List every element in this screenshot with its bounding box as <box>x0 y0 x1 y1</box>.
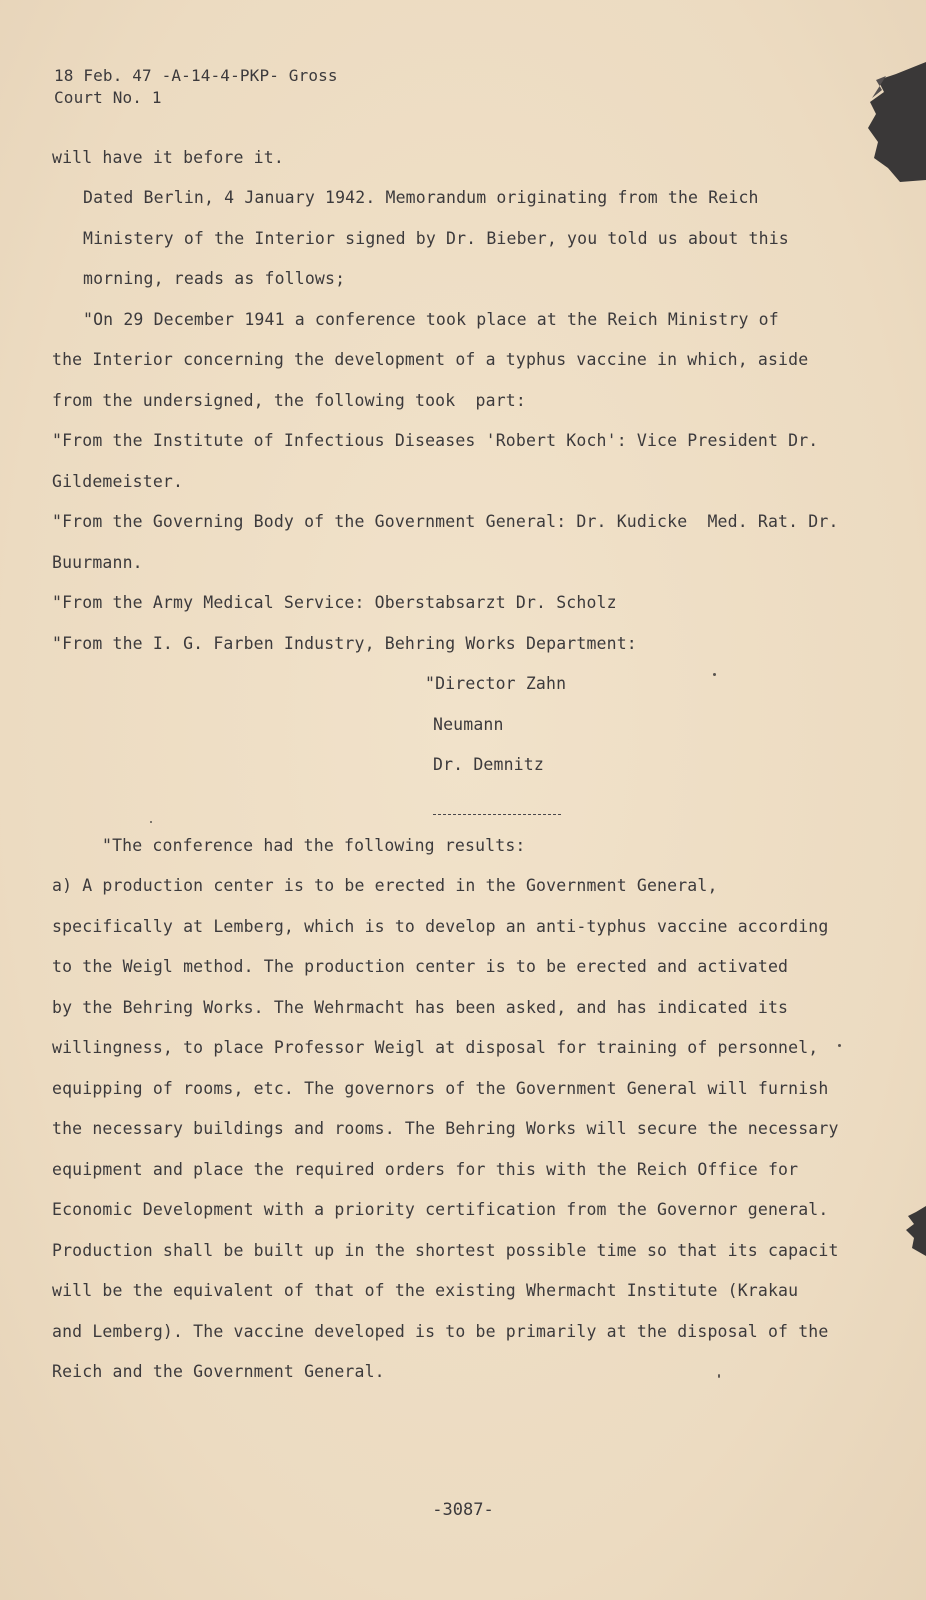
paper-speck <box>838 1044 841 1047</box>
paper-tear-mark <box>856 62 926 182</box>
body-line: Gildemeister. <box>52 472 184 491</box>
body-line: "From the Governing Body of the Government General: Dr. Kudicke Med. Rat. Dr. <box>52 512 839 531</box>
body-line: Ministery of the Interior signed by Dr. Bieber, you told us about this <box>83 229 789 248</box>
body-line: "From the I. G. Farben Industry, Behring Works Department: <box>52 634 637 653</box>
paper-edge-tear <box>904 1206 926 1256</box>
body-line: Production shall be built up in the shortest possible time so that its capacit <box>52 1241 839 1260</box>
paper-speck <box>718 1374 720 1378</box>
body-line: "From the Army Medical Service: Oberstabsarzt Dr. Scholz <box>52 593 617 612</box>
header-line-2: Court No. 1 <box>54 88 162 107</box>
signatory-line: "Director Zahn <box>425 674 567 693</box>
body-line: by the Behring Works. The Wehrmacht has been asked, and has indicated its <box>52 998 789 1017</box>
header-line-1: 18 Feb. 47 -A-14-4-PKP- Gross <box>54 66 338 85</box>
body-line: to the Weigl method. The production center is to be erected and activated <box>52 957 789 976</box>
body-line: will have it before it. <box>52 148 284 167</box>
page-number: -3087- <box>432 1500 494 1520</box>
body-line: from the undersigned, the following took part: <box>52 391 526 410</box>
body-line: "The conference had the following results: <box>102 836 526 855</box>
body-line: will be the equivalent of that of the existing Whermacht Institute (Krakau <box>52 1281 799 1300</box>
body-line: a) A production center is to be erected in the Government General, <box>52 876 718 895</box>
body-line: "On 29 December 1941 a conference took place at the Reich Ministry of <box>83 310 779 329</box>
paper-speck <box>713 673 716 676</box>
body-line: morning, reads as follows; <box>83 269 346 288</box>
body-line: the Interior concerning the development of a typhus vaccine in which, aside <box>52 350 809 369</box>
body-line: "From the Institute of Infectious Diseases 'Robert Koch': Vice President Dr. <box>52 431 819 450</box>
body-line: Economic Development with a priority certification from the Governor general. <box>52 1200 829 1219</box>
body-line: Dated Berlin, 4 January 1942. Memorandum originating from the Reich <box>83 188 759 207</box>
body-line: willingness, to place Professor Weigl at disposal for training of personnel, <box>52 1038 819 1057</box>
body-line: Reich and the Government General. <box>52 1362 385 1381</box>
body-line: specifically at Lemberg, which is to develop an anti-typhus vaccine according <box>52 917 829 936</box>
signatory-line: Neumann <box>433 715 504 734</box>
body-line: and Lemberg). The vaccine developed is to be primarily at the disposal of the <box>52 1322 829 1341</box>
body-line: equipping of rooms, etc. The governors of the Government General will furnish <box>52 1079 829 1098</box>
body-line: the necessary buildings and rooms. The Behring Works will secure the necessary <box>52 1119 839 1138</box>
section-divider <box>433 814 561 815</box>
body-line: equipment and place the required orders for this with the Reich Office for <box>52 1160 799 1179</box>
paper-speck <box>150 821 152 823</box>
signatory-line: Dr. Demnitz <box>433 755 544 774</box>
body-line: Buurmann. <box>52 553 143 572</box>
